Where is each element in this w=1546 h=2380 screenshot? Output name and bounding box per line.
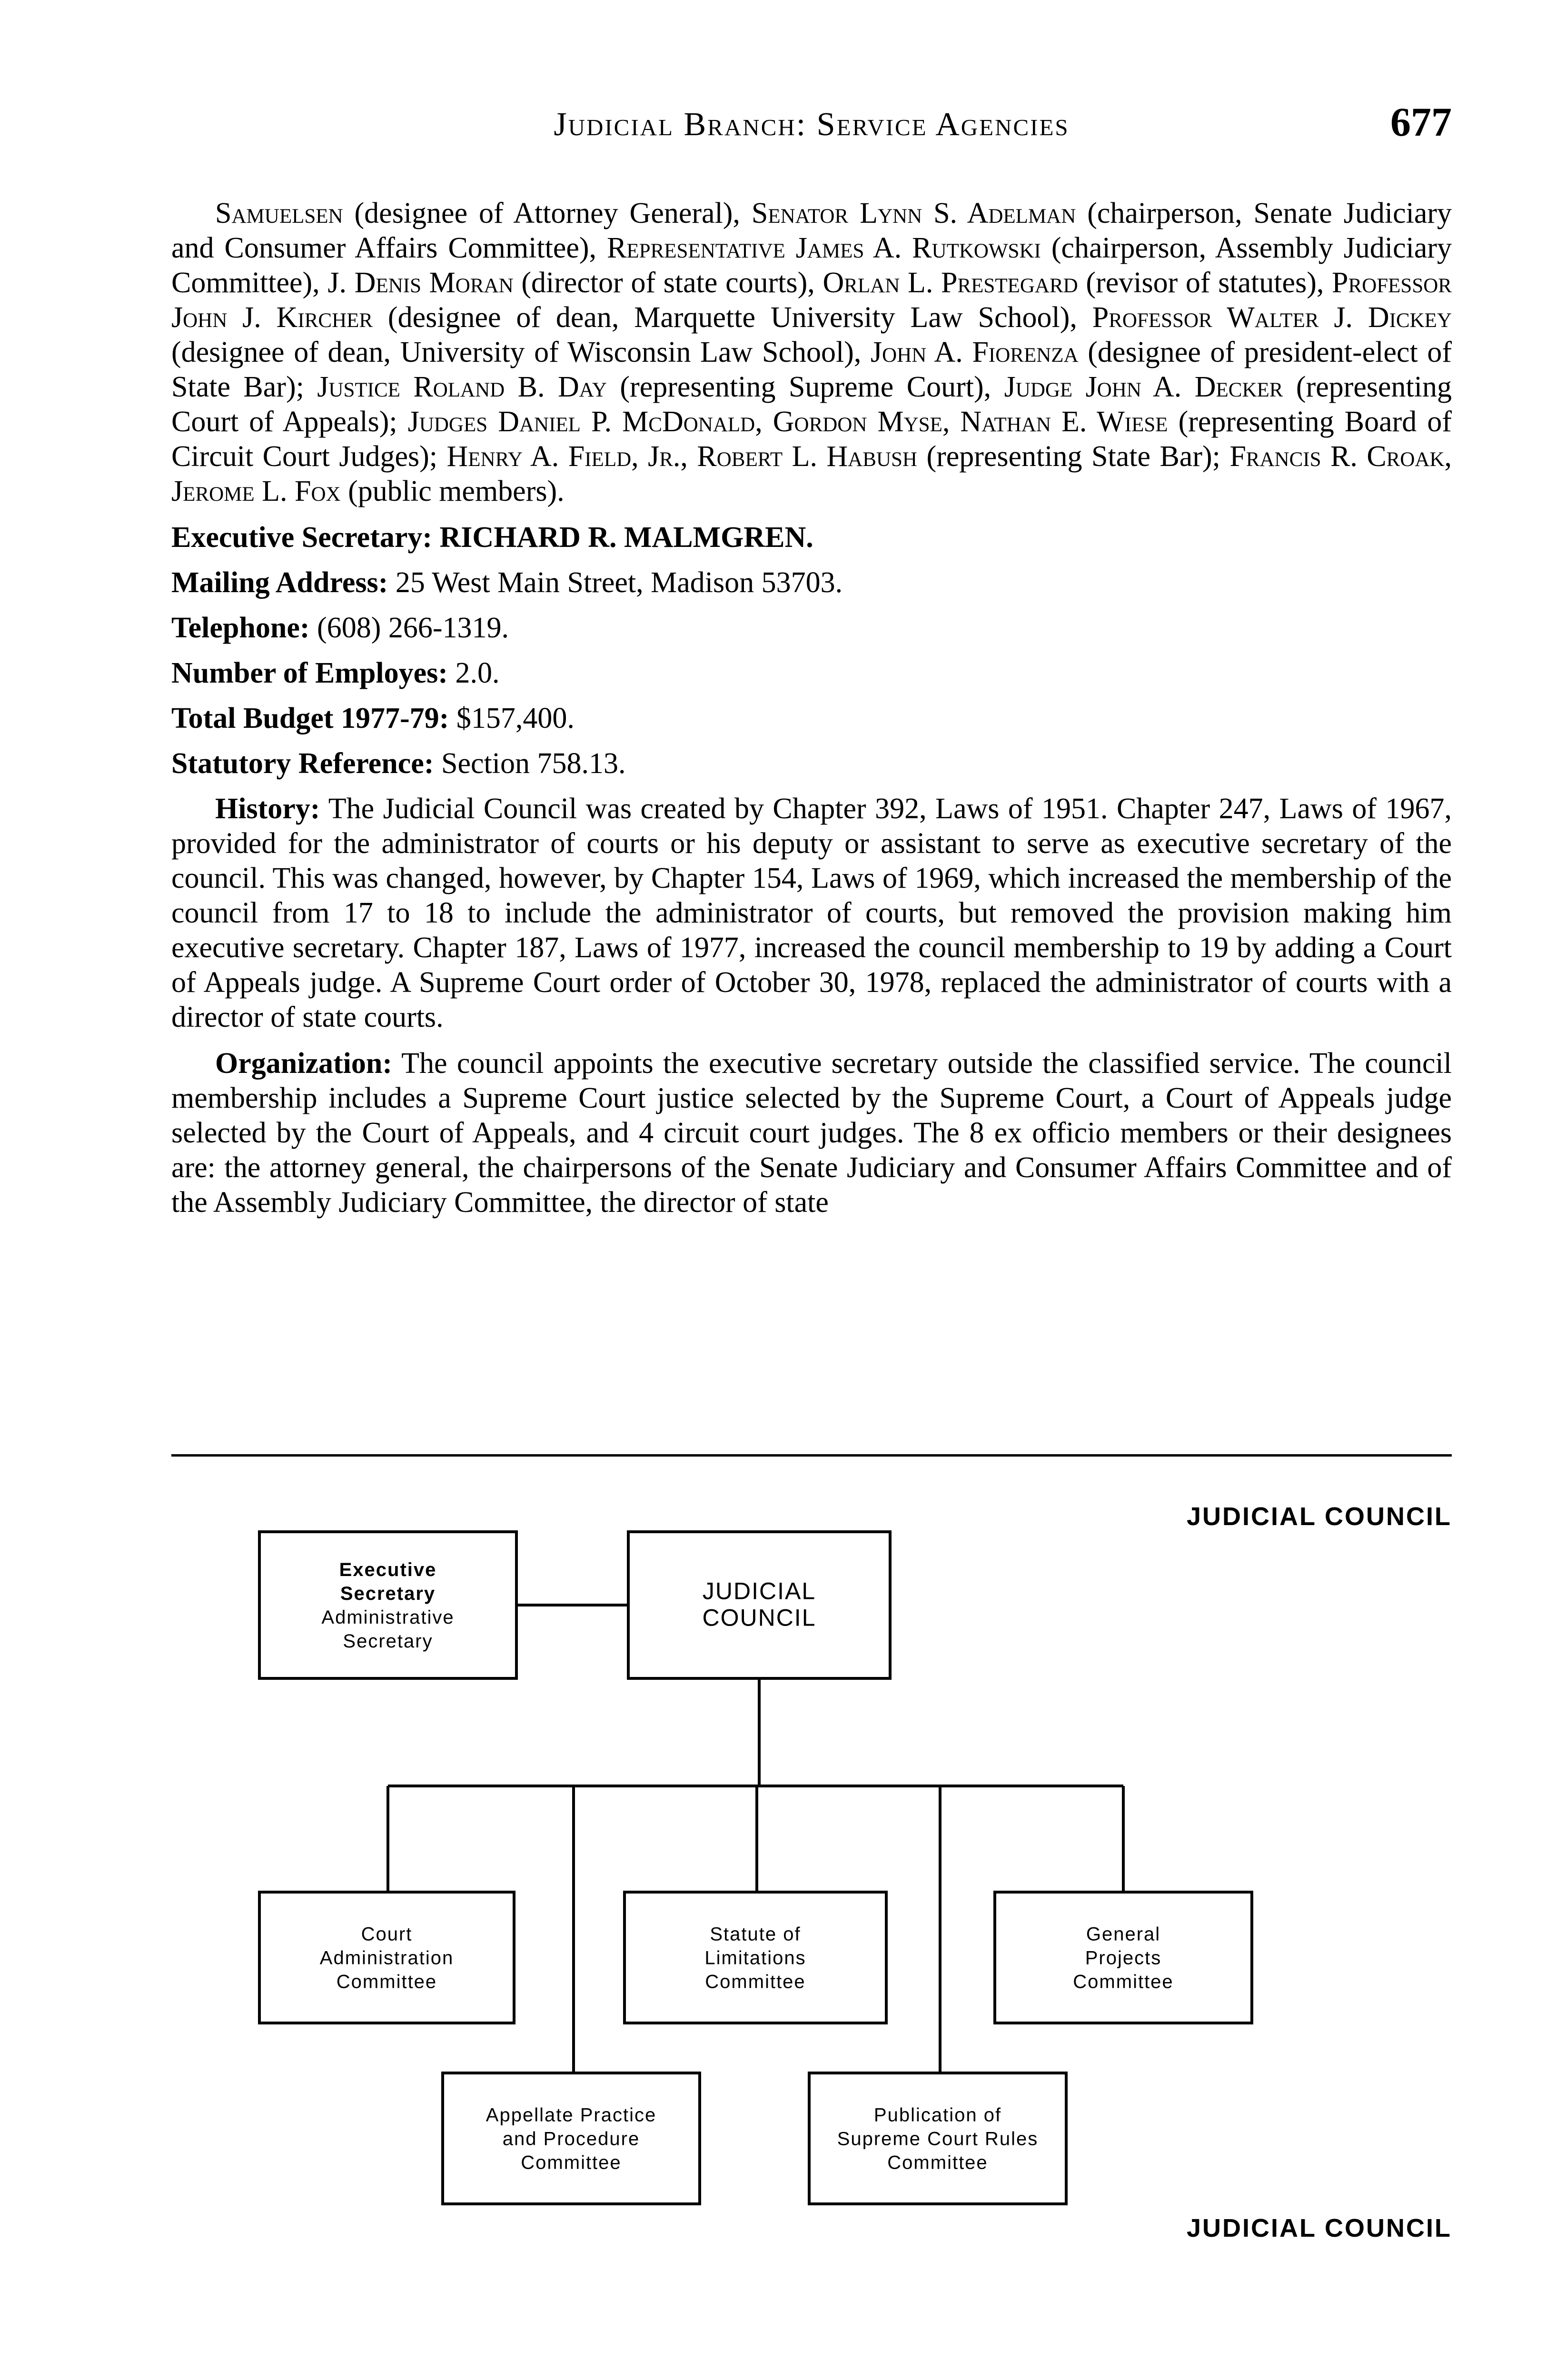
box-exec [259,1532,516,1678]
budget-value: $157,400. [449,702,575,734]
page-number: 677 [1390,99,1452,145]
label-appellate: and Procedure [502,2128,640,2150]
employees-label: Number of Employes: [171,657,448,689]
member-name: Justice Roland B. Day [317,371,607,403]
member-role: (chairperson, Assembly Judiciary Committee), [171,232,1452,299]
label-statute: Statute of [710,1924,801,1945]
label-general: Projects [1085,1947,1162,1969]
label-general: Committee [1073,1971,1174,1993]
member-name: Henry A. Field, Jr., Robert L. Habush [446,440,917,473]
member-role: (public members). [340,475,565,507]
history-text: The Judicial Council was created by Chapter 392, Laws of 1951. Chapter 247, Laws of 1967, provided for the administrator of courts or his deputy or assistant to serve as executive secretary of the council. This was changed, however, by Chapter 154, Laws of 1969, which increased the membership of the council from 17 to 18 to include the administrator of courts, but removed the provision making him executive secretary. Chapter 187, Laws of 1977, increased the council membership to 19 by adding a Court of Appeals judge. A Supreme Court order of October 30, 1978, replaced the administrator of courts with a director of state courts. [171,793,1452,1033]
member-role: (designee of Attorney General), [343,197,752,229]
chart-title-bottom: JUDICIAL COUNCIL [1186,2214,1452,2242]
label-statute: Committee [705,1971,806,1993]
member-role: (designee of president-elect of State Bar); [171,336,1452,403]
label-court_admin: Court [361,1924,413,1945]
label-statute: Limitations [704,1947,806,1969]
member-name: Senator Lynn S. Adelman [751,197,1076,229]
member-role: (representing Supreme Court), [606,371,1004,403]
organization-text: The council appoints the executive secretary outside the classified service. The council membership includes a Supreme Court justice selected by the Supreme Court, a Court of Appeals judge selected by the Court of Appeals, and 4 circuit court judges. The 8 ex officio members or their designees are: the attorney general, the chairpersons of the Senate Judiciary and Consumer Affairs Committee and of the Assembly Judiciary Committee, the director of state [171,1047,1452,1219]
executive-secretary-value: RICHARD R. MALMGREN. [432,521,813,554]
statutory-reference-value: Section 758.13. [434,747,626,780]
mailing-address-label: Mailing Address: [171,566,388,599]
mailing-address-value: 25 West Main Street, Madison 53703. [388,566,843,599]
member-name: Representative James A. Rutkowski [607,232,1041,264]
label-court_admin: Committee [336,1971,437,1993]
member-role: (representing Board of Circuit Court Judges); [171,406,1452,473]
member-name: Judges Daniel P. McDonald, Gordon Myse, Nathan E. Wiese [407,406,1168,438]
telephone-label: Telephone: [171,612,310,644]
member-name: Samuelsen [215,197,343,229]
statutory-reference-label: Statutory Reference: [171,747,434,780]
member-role: (representing Court of Appeals); [171,371,1452,438]
running-head: Judicial Branch: Service Agencies [554,106,1070,143]
executive-secretary-label: Executive Secretary: [171,521,433,554]
member-role: (designee of dean, University of Wisconsin Law School), [171,336,871,368]
label-exec: Secretary [343,1631,433,1652]
member-role: (director of state courts), [513,267,823,299]
budget-label: Total Budget 1977-79: [171,702,449,734]
member-role: (revisor of statutes), [1078,267,1332,299]
member-name: Professor John J. Kircher [171,267,1452,334]
label-exec: Secretary [340,1583,436,1604]
organization-label: Organization: [215,1047,392,1080]
label-appellate: Appellate Practice [486,2104,657,2126]
label-general: General [1086,1924,1161,1945]
history-label: History: [215,793,320,825]
member-role: (representing State Bar); [917,440,1230,473]
label-publication: Supreme Court Rules [837,2128,1039,2150]
label-council: JUDICIAL [702,1577,816,1605]
member-name: Professor Walter J. Dickey [1092,301,1452,334]
label-exec: Administrative [321,1607,455,1628]
label-court_admin: Administration [319,1947,454,1969]
member-name: J. Denis Moran [327,267,514,299]
member-name: John A. Fiorenza [871,336,1079,368]
label-publication: Publication of [873,2104,1002,2126]
member-role: (chairperson, Senate Judiciary and Consumer Affairs Committee), [171,197,1452,264]
chart-title-top: JUDICIAL COUNCIL [1186,1502,1452,1531]
member-name: Francis R. Croak, Jerome L. Fox [171,440,1452,507]
telephone-value: (608) 266-1319. [309,612,509,644]
employees-value: 2.0. [447,657,500,689]
member-name: Orlan L. Prestegard [823,267,1078,299]
label-council: COUNCIL [702,1604,816,1631]
label-appellate: Committee [521,2152,622,2173]
member-name: Judge John A. Decker [1004,371,1283,403]
label-publication: Committee [887,2152,988,2173]
label-exec: Executive [339,1559,437,1580]
member-role: (designee of dean, Marquette University Law School), [373,301,1092,334]
